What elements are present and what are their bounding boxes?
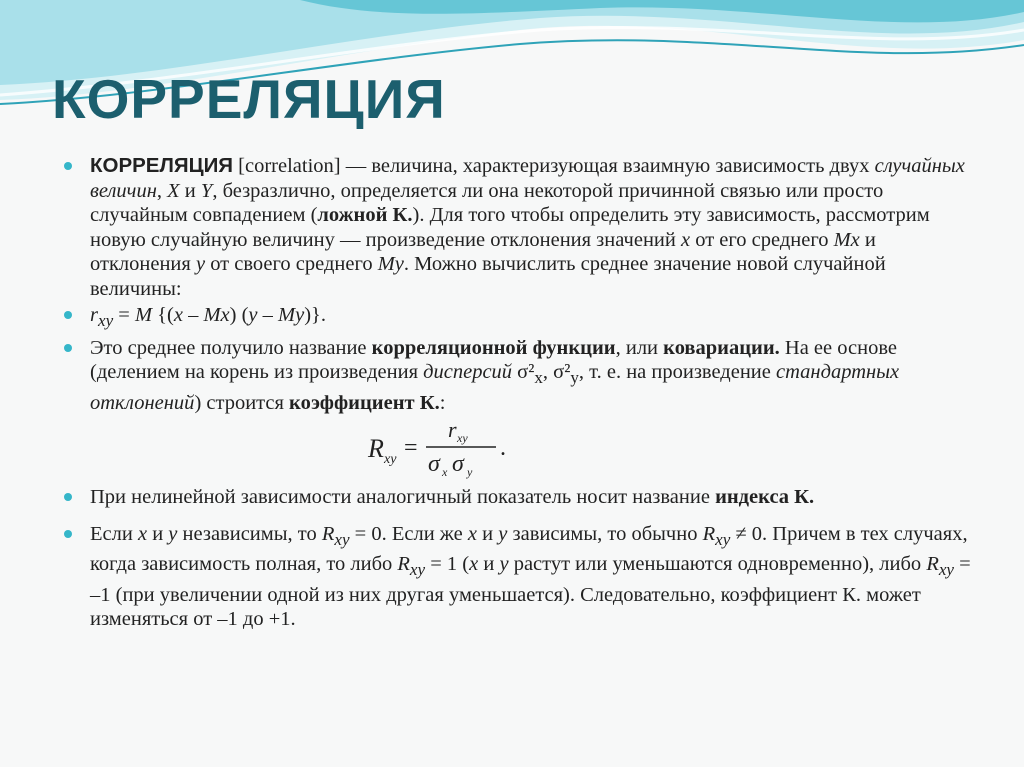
formula-sub-y: y: [467, 465, 473, 479]
bullet-nonlinear-index: При нелинейной зависимости аналогичный показатель носит название индекса К.: [62, 485, 980, 510]
formula-dot: .: [500, 435, 506, 461]
slide-body: [62, 154, 980, 634]
formula-lhs-r: R: [368, 434, 384, 463]
formula-sigma-y: σ: [452, 451, 464, 477]
formula-correlation-coefficient: [362, 417, 512, 479]
bullet-coefficient-range: Если x и y независимы, то $R_{xy} = 0$. Если же x и y зависимы, то обычно $R_{xy} \ne 0$. Причем в тех случаях, когда зависимость полная, то либо $R_{xy} = 1$ (x и y растут или уменьшаются одновременно), либо $R_{xy} = -1$ (при увеличении одной из них другая уменьшается). Следовательно, коэффициент К. может изменяться от –1 до +1.: [62, 522, 980, 632]
formula-equals: =: [404, 435, 418, 461]
bullet-covariance: Это среднее получило название корреляционной функции, или ковариации. На ее основе (делением на корень из произведения дисперсий $\sigma^2_x$, $\sigma^2_y$, т. е. на произведение стандартных отклонений) строится коэффициент К.:: [62, 336, 980, 416]
formula-numerator-r: r: [448, 417, 457, 442]
formula-sub-x: x: [442, 465, 448, 479]
term-correlation: КОРРЕЛЯЦИЯ: [90, 154, 234, 177]
bullet-formula-rxy: $r_{xy} = M$ {(x – Mx) (y – My)}.: [62, 303, 980, 334]
formula-sigma-x: σ: [428, 451, 440, 477]
slide-title: КОРРЕЛЯЦИЯ: [52, 68, 446, 130]
formula-lhs-sub: xy: [384, 452, 397, 467]
bullet-definition: КОРРЕЛЯЦИЯ [correlation] — величина, характеризующая взаимную зависимость двух случайных величин, X и Y, безразлично, определяется ли она некоторой причинной связью или просто случайным совпадением (ложной К.). Для того чтобы определить эту зависимость, рассмотрим новую случайную величину — произведение отклонения значений x от его среднего Mx и отклонения y от своего среднего My. Можно вычислить среднее значение новой случайной величины:: [62, 154, 980, 301]
formula-numerator-sub: xy: [457, 431, 468, 445]
